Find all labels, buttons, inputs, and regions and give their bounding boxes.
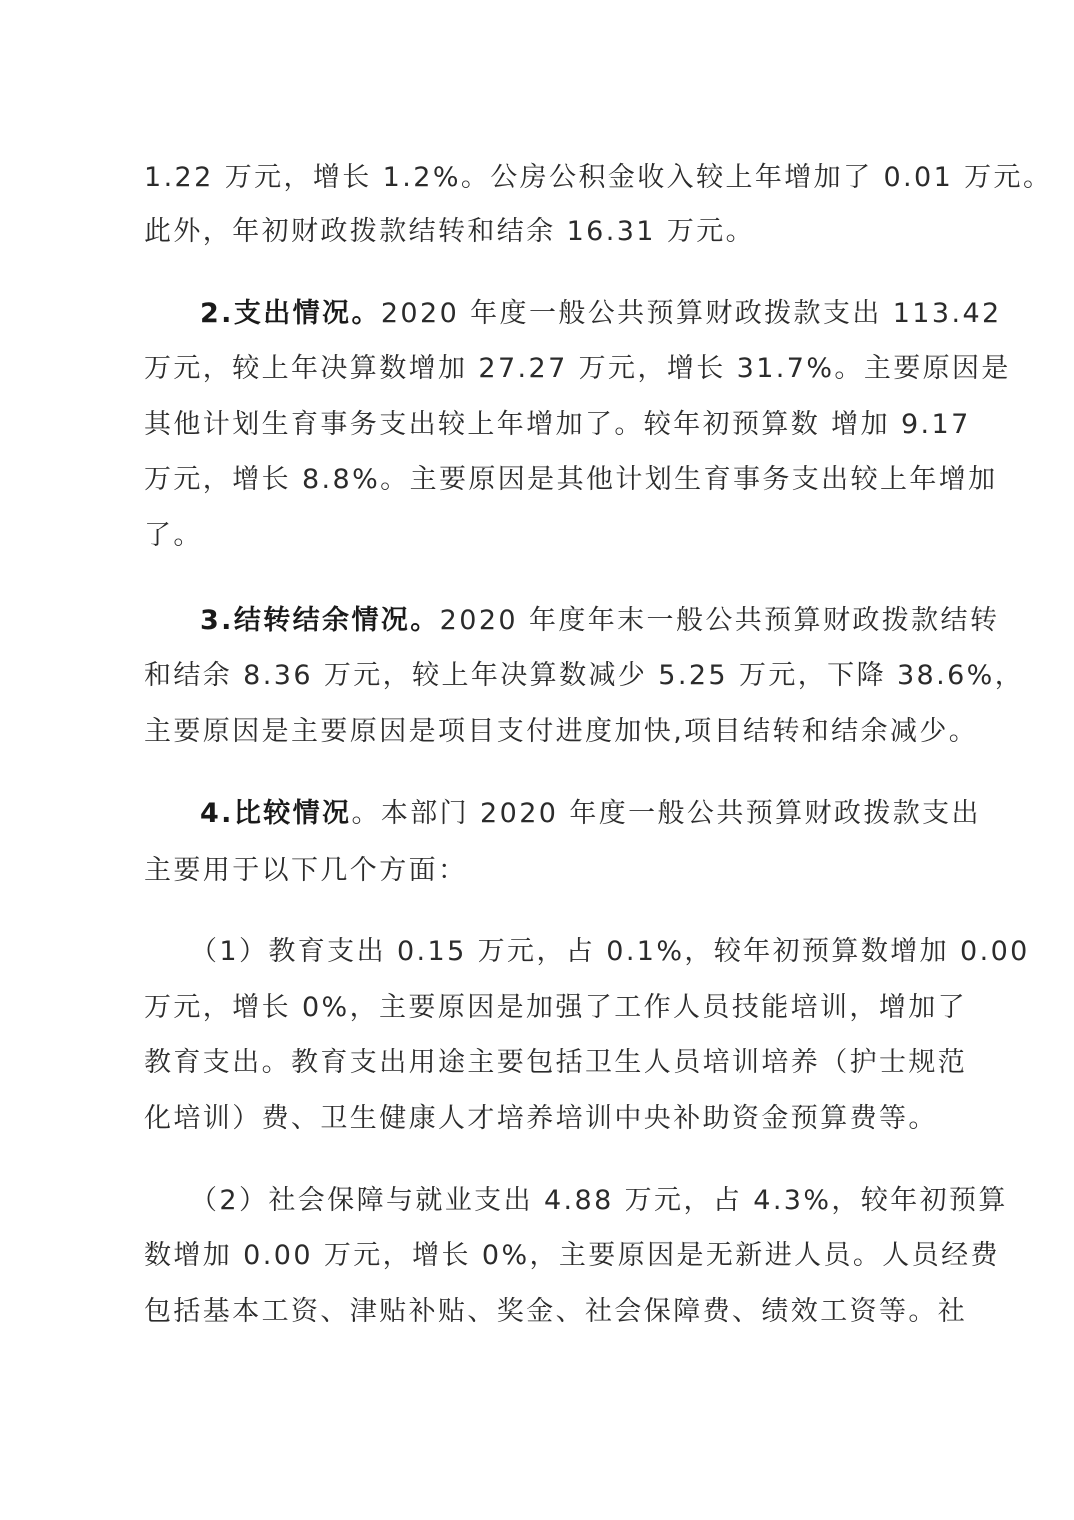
text-line: （1）教育支出 0.15 万元，占 0.1%，较年初预算数增加 0.00: [190, 936, 1030, 967]
text-span: 2020 年度一般公共预算财政拨款支出 113.42: [380, 298, 1002, 329]
paragraph-line: [200, 796, 981, 832]
text-span: 。本部门 2020 年度一般公共预算财政拨款支出: [351, 798, 981, 829]
text-line: 万元，增长 8.8%。主要原因是其他计划生育事务支出较上年增加: [144, 464, 998, 495]
text-line: 主要原因是主要原因是项目支付进度加快,项目结转和结余减少。: [144, 716, 979, 747]
text-line: 化培训）费、卫生健康人才培养培训中央补助资金预算费等。: [144, 1103, 938, 1134]
text-span: 2020 年度年末一般公共预算财政拨款结转: [439, 605, 1000, 636]
text-line: 万元，增长 0%，主要原因是加强了工作人员技能培训，增加了: [144, 992, 968, 1023]
text-line: 万元，较上年决算数增加 27.27 万元，增长 31.7%。主要原因是: [144, 353, 1011, 384]
text-line: 和结余 8.36 万元，较上年决算数减少 5.25 万元，下降 38.6%，: [144, 660, 1025, 691]
text-line: 了。: [144, 520, 203, 551]
text-line: 包括基本工资、津贴补贴、奖金、社会保障费、绩效工资等。社: [144, 1296, 968, 1327]
section-heading: 3.结转结余情况。: [200, 605, 440, 636]
text-line: 主要用于以下几个方面：: [144, 855, 468, 886]
text-line: （2）社会保障与就业支出 4.88 万元，占 4.3%，较年初预算: [190, 1185, 1008, 1216]
text-line: 此外，年初财政拨款结转和结余 16.31 万元。: [144, 216, 756, 247]
paragraph-line: [200, 296, 1002, 332]
text-line: 其他计划生育事务支出较上年增加了。较年初预算数 增加 9.17: [144, 409, 971, 440]
text-line: 教育支出。教育支出用途主要包括卫生人员培训培养（护士规范: [144, 1047, 968, 1078]
section-heading: 2.支出情况。: [200, 298, 381, 329]
text-line: 1.22 万元，增长 1.2%。公房公积金收入较上年增加了 0.01 万元。: [144, 162, 1053, 193]
text-line: 数增加 0.00 万元，增长 0%，主要原因是无新进人员。人员经费: [144, 1240, 1000, 1271]
paragraph-line: [200, 603, 999, 639]
section-heading: 4.比较情况: [200, 798, 352, 829]
